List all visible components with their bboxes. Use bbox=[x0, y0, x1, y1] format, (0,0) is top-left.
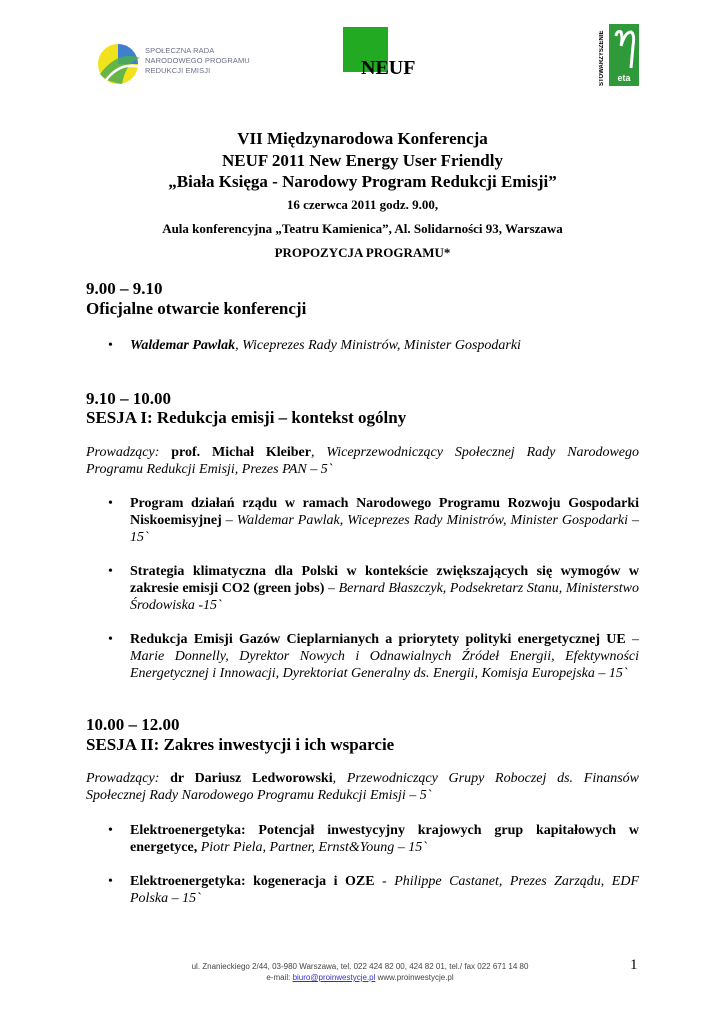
section-title: Oficjalne otwarcie konferencji bbox=[86, 299, 307, 318]
section-title: SESJA I: Redukcja emisji – kontekst ogólny bbox=[86, 408, 407, 427]
footer-address: ul. Znanieckiego 2/44, 03-980 Warszawa, tel. 022 424 82 00, 424 82 01, tel./ fax 022 671 14 80 bbox=[191, 962, 529, 971]
bullet-icon: • bbox=[108, 496, 113, 511]
conference-theme: „Biała Księga - Narodowy Program Redukcji Emisji” bbox=[168, 172, 557, 191]
footer-email-label: e-mail: bbox=[266, 973, 293, 982]
footer-contact bbox=[100, 972, 620, 983]
list-item bbox=[108, 495, 639, 546]
logo-line: REDUKCJI EMISJI bbox=[145, 66, 211, 75]
eta-mark-icon bbox=[609, 24, 639, 86]
speaker-role: , Wiceprezes Rady Ministrów, Minister Gospodarki bbox=[235, 338, 521, 353]
footer bbox=[100, 961, 620, 983]
logo-line: NARODOWEGO PROGRAMU bbox=[145, 56, 250, 65]
eta-mark-text: eta bbox=[617, 73, 631, 83]
talk-speaker: – Waldemar Pawlak, Wiceprezes Rady Ministrów, Minister Gospodarki – 15` bbox=[130, 513, 639, 545]
eta-logo bbox=[599, 24, 639, 86]
section-time: 9.00 – 9.10 bbox=[86, 279, 163, 298]
bullet-icon: • bbox=[108, 823, 113, 838]
logo-line: SPOŁECZNA RADA bbox=[145, 46, 215, 55]
talk-speaker: – Bernard Błaszczyk, Podsekretarz Stanu, Ministerstwo Środowiska -15` bbox=[130, 581, 639, 613]
moderator-label: Prowadzący: bbox=[86, 771, 171, 786]
speaker-name: Waldemar Pawlak bbox=[130, 338, 236, 353]
moderator-line bbox=[86, 444, 639, 478]
talk-speaker: – Marie Donnelly, Dyrektor Nowych i Odnawialnych Źródeł Energii, Efektywności Energetycznej i Innowacji, Dyrektoriat Generalny ds. Energii, Komisja Europejska – 15` bbox=[130, 632, 639, 681]
logo-right-vertical-text: STOWARZYSZENIE bbox=[599, 30, 605, 86]
section-time: 10.00 – 12.00 bbox=[86, 715, 180, 734]
bullet-icon: • bbox=[108, 874, 113, 889]
moderator-role: , Przewodniczący Grupy Roboczej ds. Finansów Społecznej Rady Narodowego Programu Redukcji Emisji – 5` bbox=[86, 771, 639, 803]
talk-title: Redukcja Emisji Gazów Cieplarnianych a priorytety polityki energetycznej UE bbox=[130, 632, 626, 647]
footer-website[interactable]: www.proinwestycje.pl bbox=[375, 973, 454, 982]
list-item bbox=[108, 873, 639, 907]
talk-title: Elektroenergetyka: kogeneracja i OZE bbox=[130, 874, 375, 889]
list-item bbox=[108, 337, 639, 354]
conference-title: VII Międzynarodowa Konferencja bbox=[237, 129, 488, 148]
moderator-line bbox=[86, 770, 639, 804]
list-item bbox=[108, 822, 639, 856]
talk-title: Elektroenergetyka: Potencjał inwestycyjny krajowych grup kapitałowych w energetyce, bbox=[130, 823, 639, 855]
moderator-name: prof. Michał Kleiber bbox=[171, 445, 311, 460]
list-item bbox=[108, 631, 639, 682]
section-title: SESJA II: Zakres inwestycji i ich wsparcie bbox=[86, 735, 395, 754]
moderator-role: , Wiceprzewodniczący Społecznej Rady Narodowego Programu Redukcji Emisji, Prezes PAN – 5` bbox=[86, 445, 640, 477]
circle-logo-icon bbox=[96, 40, 146, 88]
conference-venue: Aula konferencyjna „Teatru Kamienica”, Al. Solidarności 93, Warszawa bbox=[162, 221, 563, 236]
bullet-icon: • bbox=[108, 564, 113, 579]
program-label: PROPOZYCJA PROGRAMU* bbox=[274, 245, 451, 260]
neuf-logo-text: NEUF bbox=[361, 57, 416, 79]
section-time: 9.10 – 10.00 bbox=[86, 389, 171, 408]
list-item bbox=[108, 563, 639, 614]
bullet-icon: • bbox=[108, 338, 113, 353]
talk-speaker: Piotr Piela, Partner, Ernst&Young – 15` bbox=[197, 840, 427, 855]
conference-date: 16 czerwca 2011 godz. 9.00, bbox=[286, 197, 439, 212]
spoleczna-rada-logo bbox=[96, 40, 256, 88]
moderator-name: dr Dariusz Ledworowski bbox=[170, 771, 333, 786]
talk-speaker: - Philippe Castanet, Prezes Zarządu, EDF Polska – 15` bbox=[130, 874, 639, 906]
bullet-icon: • bbox=[108, 632, 113, 647]
conference-subtitle: NEUF 2011 New Energy User Friendly bbox=[222, 151, 503, 170]
talk-title: Program działań rządu w ramach Narodowego Programu Rozwoju Gospodarki Niskoemisyjnej bbox=[130, 496, 639, 528]
page-number: 1 bbox=[630, 957, 638, 973]
footer-email-link[interactable]: biuro@proinwestycje.pl bbox=[292, 973, 376, 982]
talk-title: Strategia klimatyczna dla Polski w kontekście zwiększających się wymogów w zakresie emisji CO2 (green jobs) bbox=[130, 564, 639, 596]
logo-left-text bbox=[145, 46, 265, 76]
moderator-label: Prowadzący: bbox=[86, 445, 172, 460]
